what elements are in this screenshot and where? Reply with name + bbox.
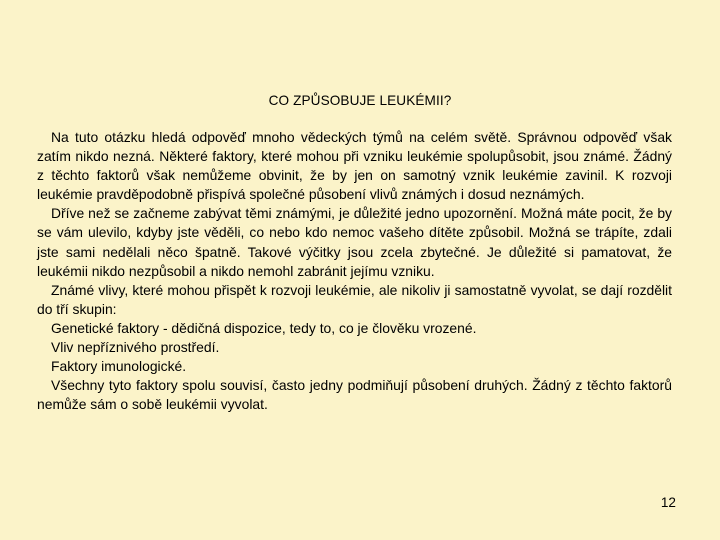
page-number: 12 (660, 495, 676, 510)
page-title: CO ZPŮSOBUJE LEUKÉMII? (268, 93, 452, 108)
paragraph: Dříve než se začneme zabývat těmi známými, je důležité jedno upozornění. Možná máte pocit, že by se vám ulevilo, kdyby jste věděli, co nebo kdo nemoc vašeho dítěte způsobil. Možná se trápíte, zdali jste sami nedělali něco špatně. Takové výčitky jsou zcela zbytečné. Je důležité si pamatovat, že leukémii nikdo nezpůsobil a nikdo nemohl zabránit jejímu vzniku. (37, 205, 672, 279)
paragraph: Známé vlivy, které mohou přispět k rozvoji leukémie, ale nikoliv ji samostatně vyvolat, se dají rozdělit do tří skupin: (37, 281, 672, 317)
list-item: Genetické faktory - dědičná dispozice, tedy to, co je člověku vrozené. (51, 319, 477, 336)
body-text (37, 128, 672, 414)
paragraph: Všechny tyto faktory spolu souvisí, často jedny podmiňují působení druhých. Žádný z těchto faktorů nemůže sám o sobě leukémii vyvolat. (37, 377, 672, 413)
paragraph: Na tuto otázku hledá odpověď mnoho vědeckých týmů na celém světě. Správnou odpověď však zatím nikdo nezná. Některé faktory, které mohou při vzniku leukémie spolupůsobit, jsou známé. Žádný z těchto faktorů však nemůžeme obvinit, že by jen on samotný vznik leukémie zavinil. K rozvoji leukémie pravděpodobně přispívá společné působení vlivů známých i dosud neznámých. (37, 129, 672, 203)
list-item: Faktory imunologické. (51, 358, 187, 375)
list-item: Vliv nepříznivého prostředí. (51, 339, 220, 356)
